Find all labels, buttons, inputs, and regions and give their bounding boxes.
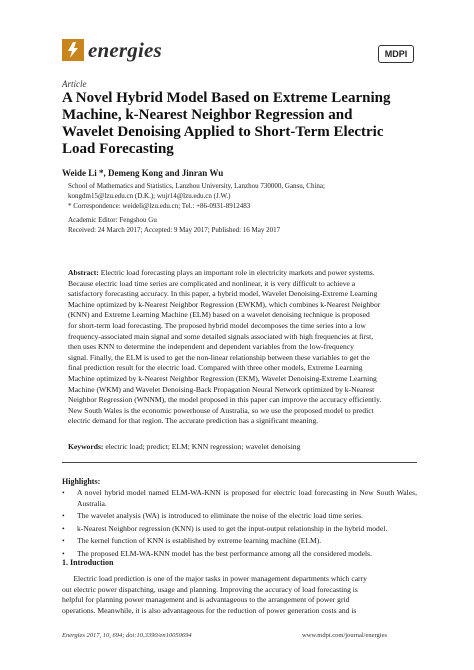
list-item: • The proposed ELM-WA-KNN model has the best performance among all the considered models. <box>62 548 373 558</box>
intro-line: Electric load prediction is one of the major tasks in power management departments which carry <box>62 574 367 583</box>
abstract-line: New South Wales is the economic powerhouse of Australia, so we use the proposed model to predict <box>68 405 374 415</box>
bullet-icon: • <box>62 511 65 521</box>
abstract-line: satisfactory forecasting accuracy. In this paper, a hybrid model, Wavelet Denoising-Extreme Learning <box>68 289 378 299</box>
bullet-icon: • <box>62 523 65 533</box>
title-line: Wavelet Denoising Applied to Short-Term Electric <box>62 124 384 140</box>
abstract-label: Abstract: <box>68 268 99 277</box>
abstract-line: Neighbor Regression (WNNM), the model proposed in this paper can improve the accuracy efficiently. <box>68 395 382 405</box>
section-heading-introduction: 1. Introduction <box>62 558 114 567</box>
author-list: Weide Li *, Demeng Kong and Jinran Wu <box>62 168 224 178</box>
editorial-dates <box>68 215 418 235</box>
abstract-line: Machine optimized by k-Nearest Neighbor Regression (EWKM), which combines k-Nearest Neighbor <box>68 299 381 309</box>
journal-name: energies <box>88 38 162 62</box>
abstract-line: electric demand for that region. The accurate prediction has a significant meaning. <box>68 416 319 426</box>
abstract-line: for short-term load forecasting. The proposed hybrid model decomposes the time series into a low <box>68 320 366 330</box>
correspondence-line: * Correspondence: weideli@lzu.edu.cn; Tel.: +86-0931-8912483 <box>68 202 251 210</box>
introduction-text <box>62 574 417 616</box>
publication-dates: Received: 24 March 2017; Accepted: 9 May 2017; Published: 16 May 2017 <box>68 226 281 234</box>
article-type: Article <box>62 79 87 89</box>
citation-footer: Energies 2017, 10, 694; doi:10.3390/en10050694 <box>62 632 192 639</box>
intro-line: helpful for planning power management and is advantageous to the arrangement of power grid <box>62 595 350 605</box>
title-line: Machine, k-Nearest Neighbor Regression and <box>62 107 353 123</box>
bullet-icon: • <box>62 488 65 497</box>
keywords-label: Keywords: <box>68 442 104 451</box>
affiliation-line: School of Mathematics and Statistics, Lanzhou University, Lanzhou 730000, Gansu, China; <box>68 182 325 190</box>
abstract-line: (KNN) and Extreme Learning Machine (ELM) based on a wavelet denoising technique is proposed <box>68 310 370 320</box>
abstract-line: Machine (WKM) and Wavelet Denoising-Back Propagation Neural Network optimized by k-Nearest <box>68 384 375 394</box>
keywords <box>68 442 418 451</box>
abstract-line: signal. Finally, the ELM is used to get the non-linear relationship between these variables to get the <box>68 352 370 362</box>
publisher-logo: MDPI <box>378 45 414 63</box>
abstract-line: then uses KNN to determine the independent and dependent variables from the low-frequency <box>68 342 354 352</box>
intro-line: out electric power dispatching, usage and planning. Improving the accuracy of load forecasting is <box>62 584 358 594</box>
highlights-list <box>62 488 417 562</box>
list-item: • k-Nearest Neighbor regression (KNN) is used to get the input-output relationship in the hybrid model. <box>62 523 388 533</box>
abstract <box>68 268 418 427</box>
affiliation-email-line: kongdm15@lzu.edu.cn (D.K.); wujr14@lzu.edu.cn (J.W.) <box>68 192 231 200</box>
highlights-title: Highlights: <box>62 477 101 486</box>
intro-line: operations. Meanwhile, it is also advantageous for the reduction of power generation costs and is <box>62 605 357 615</box>
list-item: • A novel hybrid model named ELM-WA-KNN is proposed for electric load forecasting in New South Wales, Australia. <box>62 488 417 508</box>
list-item: • The wavelet analysis (WA) is introduced to eliminate the noise of the electric load time series. <box>62 511 363 521</box>
title-line: A Novel Hybrid Model Based on Extreme Learning <box>62 90 391 106</box>
journal-url[interactable]: www.mdpi.com/journal/energies <box>302 632 388 639</box>
bullet-icon: • <box>62 548 65 558</box>
abstract-line: Electric load forecasting plays an important role in electricity markets and power systems. <box>98 268 375 277</box>
academic-editor: Academic Editor: Fengshou Gu <box>68 216 157 224</box>
keywords-text: electric load; predict; ELM; KNN regression; wavelet denoising <box>103 442 301 451</box>
title-line: Load Forecasting <box>62 141 174 157</box>
journal-logo-icon <box>62 39 84 61</box>
bullet-icon: • <box>62 536 65 546</box>
article-title <box>62 90 422 158</box>
abstract-line: Machine optimized by k-Nearest Neighbor Regression (EKM), Wavelet Denoising-Extreme Learning <box>68 373 377 383</box>
list-item: • The kernel function of KNN is established by extreme learning machine (ELM). <box>62 536 322 546</box>
abstract-line: final prediction result for the electric load. Compared with three other models, Extreme Learning <box>68 363 363 373</box>
abstract-line: Because electric load time series are complicated and nonlinear, it is very difficult to achieve a <box>68 278 356 288</box>
affiliation-block <box>68 181 418 211</box>
abstract-line: frequency-associated main signal and some detailed signals associated with high frequencies at first, <box>68 331 374 341</box>
section-divider <box>62 462 417 463</box>
